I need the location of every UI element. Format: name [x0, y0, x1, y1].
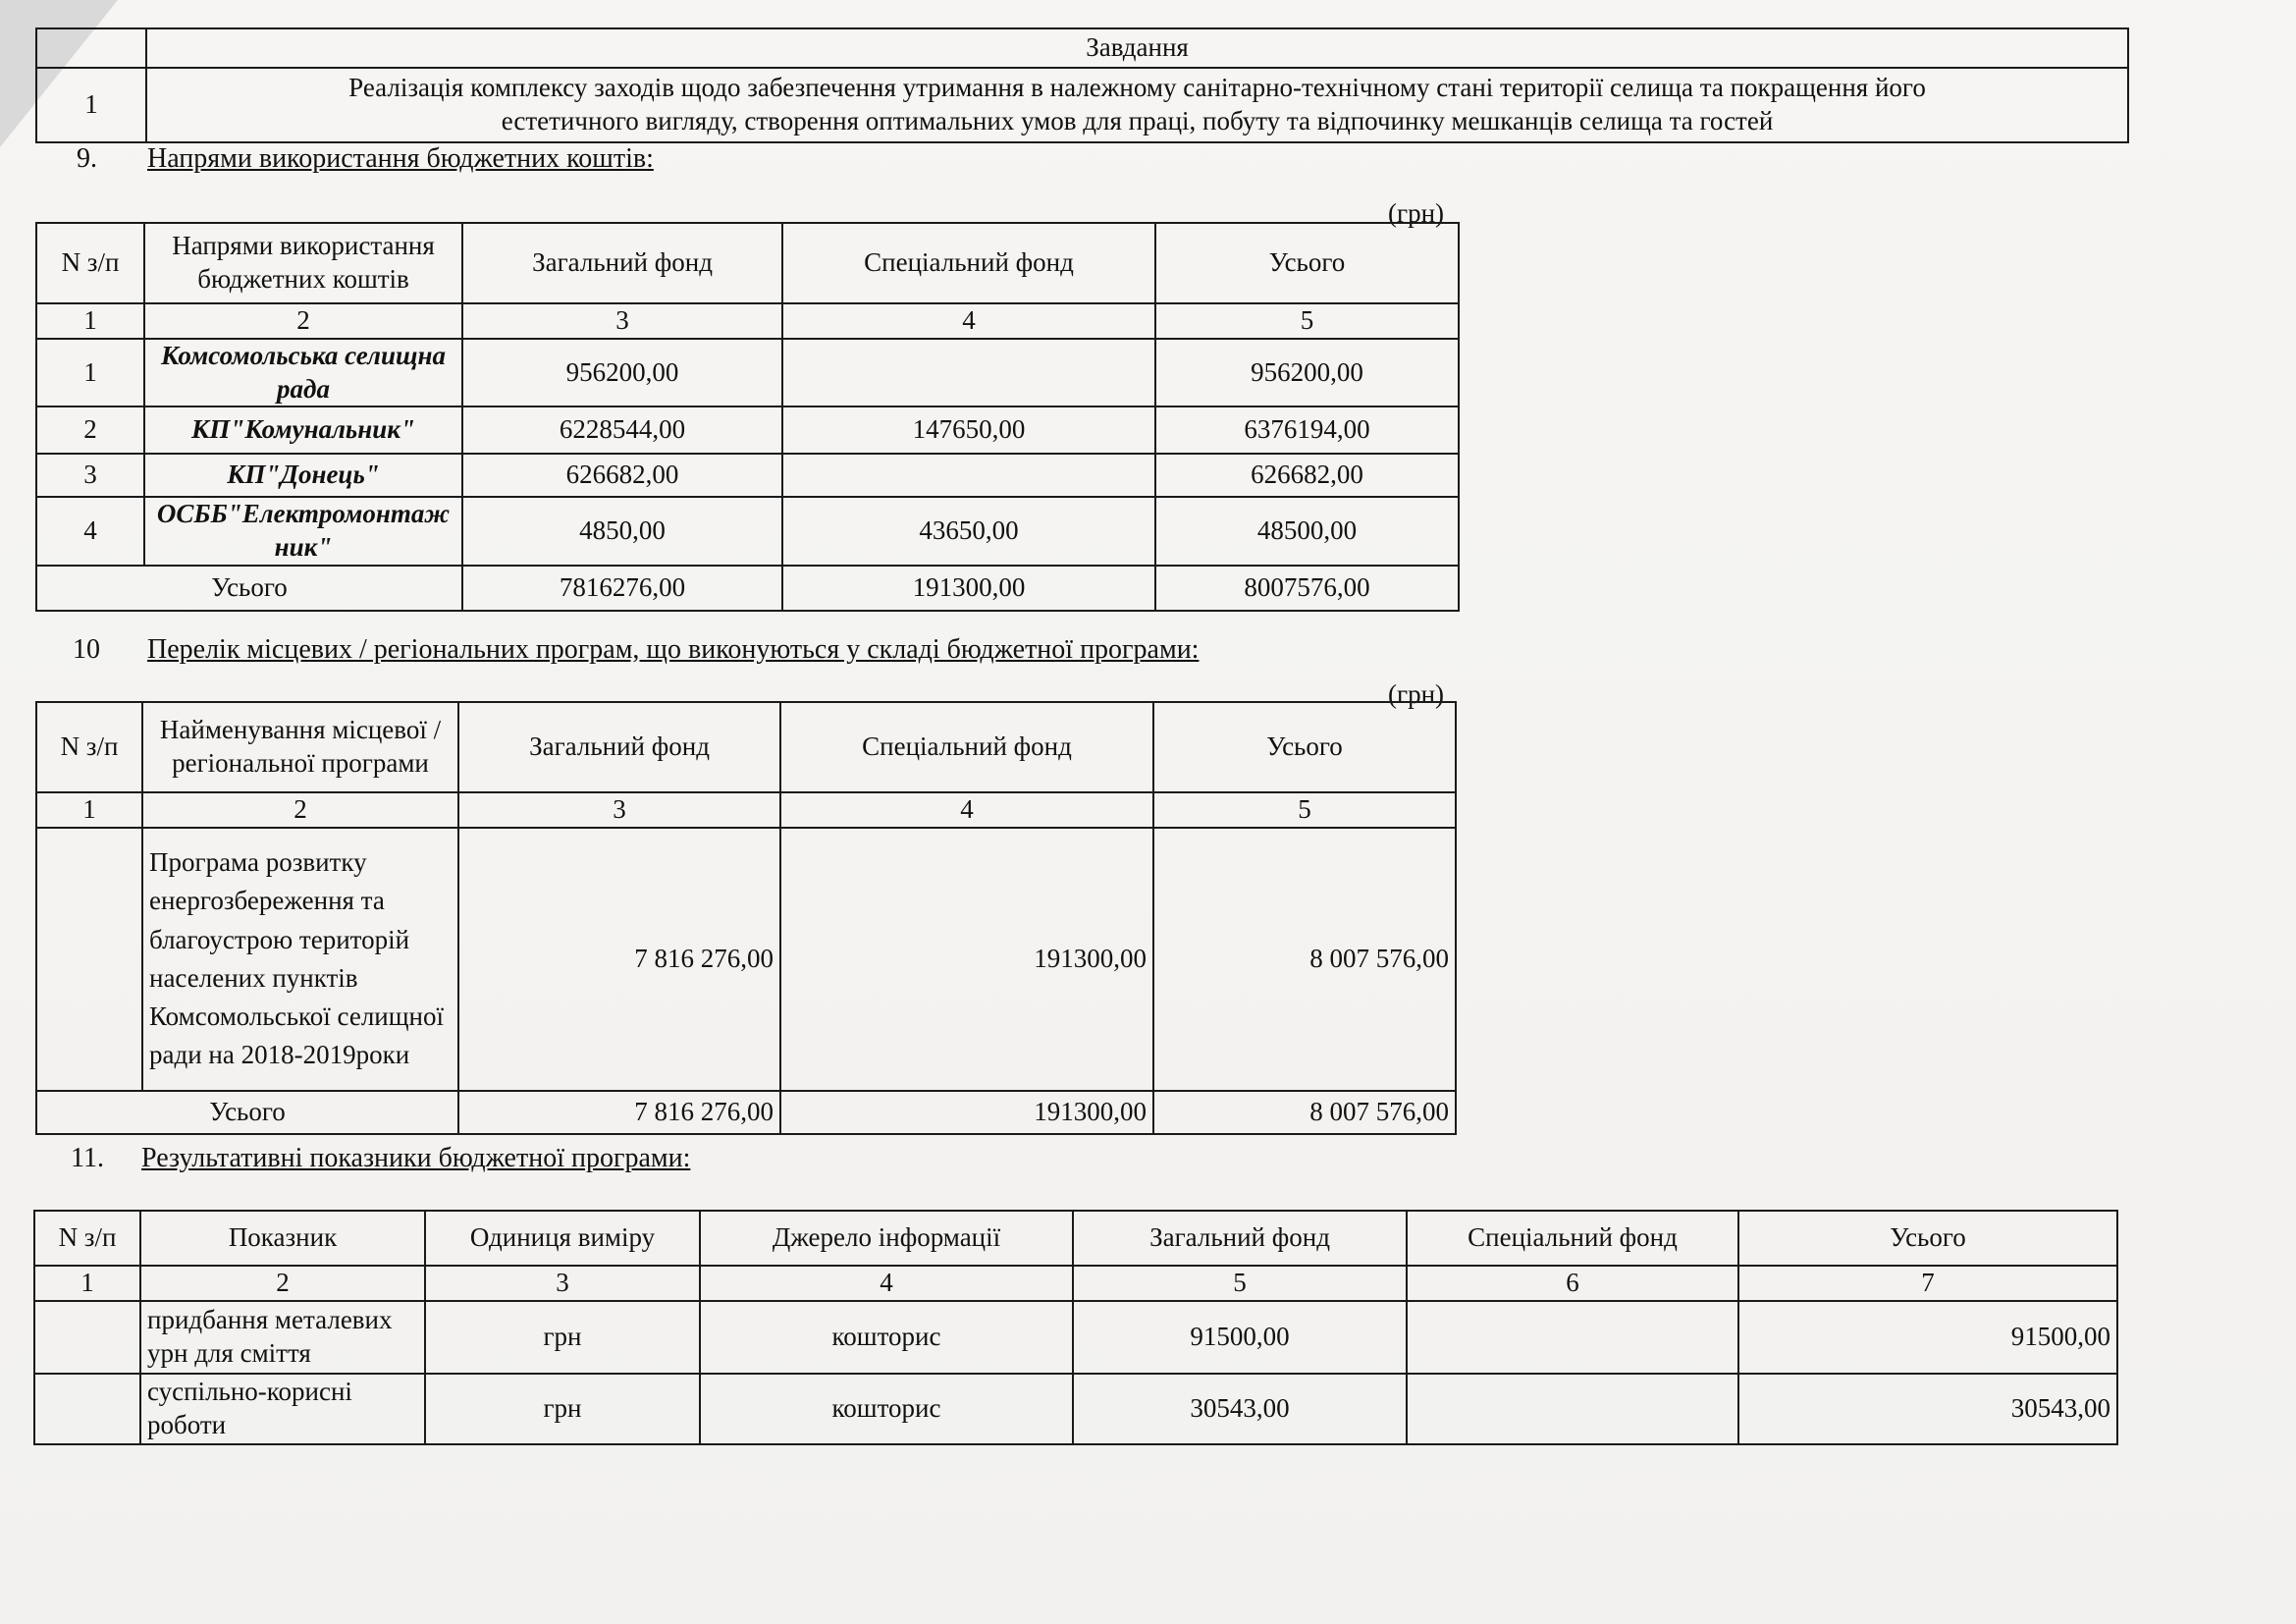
task-text-line1: Реалізація комплексу заходів щодо забезпечення утримання в належному санітарно-технічному стані території селища та покращення його — [348, 73, 1926, 103]
s11-col-total: Усього — [1738, 1211, 2117, 1266]
s10-col-general: Загальний фонд — [458, 702, 780, 792]
s10-col-total: Усього — [1153, 702, 1456, 792]
s9-col-special: Спеціальний фонд — [782, 223, 1155, 303]
s10-index: 3 — [458, 792, 780, 828]
s11-index: 6 — [1407, 1266, 1738, 1301]
table-row: 4 ОСББ"Електромонтажник" 4850,00 43650,00 48500,00 — [36, 497, 1459, 566]
s11-index: 2 — [140, 1266, 425, 1301]
section9-heading — [77, 143, 1255, 179]
s11-index: 5 — [1073, 1266, 1407, 1301]
section9-title: Напрями використання бюджетних коштів: — [147, 143, 654, 174]
section9-number: 9. — [77, 143, 97, 174]
section10-unit: (грн) — [1388, 679, 1445, 709]
task-header: Завдання — [146, 28, 2128, 68]
total-row: Усього 7816276,00 191300,00 8007576,00 — [36, 566, 1459, 611]
s10-index: 2 — [142, 792, 458, 828]
s10-index: 1 — [36, 792, 142, 828]
s11-col-general: Загальний фонд — [1073, 1211, 1407, 1266]
section11-number: 11. — [71, 1143, 104, 1173]
section9-table — [35, 222, 1460, 612]
s10-index: 5 — [1153, 792, 1456, 828]
s10-col-name: Найменування місцевої / регіональної програми — [142, 702, 458, 792]
section11-table — [33, 1210, 2118, 1445]
s9-index: 5 — [1155, 303, 1459, 339]
s9-col-general: Загальний фонд — [462, 223, 782, 303]
s9-index: 3 — [462, 303, 782, 339]
task-text-line2: естетичного вигляду, створення оптимальних умов для праці, побуту та відпочинку мешканців селища та гостей — [501, 106, 1774, 135]
table-row: 3 КП"Донець" 626682,00 626682,00 — [36, 454, 1459, 497]
total-row: Усього 7 816 276,00 191300,00 8 007 576,00 — [36, 1091, 1456, 1134]
s10-index: 4 — [780, 792, 1153, 828]
task-text — [146, 68, 2128, 142]
s10-col-special: Спеціальний фонд — [780, 702, 1153, 792]
s11-index: 3 — [425, 1266, 700, 1301]
s10-col-number: N з/п — [36, 702, 142, 792]
s11-col-source: Джерело інформації — [700, 1211, 1073, 1266]
table-row: суспільно-корисні роботи грн кошторис 30543,00 30543,00 — [34, 1374, 2117, 1444]
s9-index: 2 — [144, 303, 462, 339]
s11-col-special: Спеціальний фонд — [1407, 1211, 1738, 1266]
section10-number: 10 — [73, 634, 100, 665]
s11-col-unit: Одиниця виміру — [425, 1211, 700, 1266]
section10-title: Перелік місцевих / регіональних програм, що виконуються у складі бюджетної програми: — [147, 634, 1200, 665]
s11-col-indicator: Показник — [140, 1211, 425, 1266]
s11-index: 4 — [700, 1266, 1073, 1301]
table-row: 2 КП"Комунальник" 6228544,00 147650,00 6376194,00 — [36, 406, 1459, 454]
table-row: Програма розвитку енергозбереження та благоустрою територій населених пунктів Комсомольської селищної ради на 2018-2019роки 7 816 276,00 191300,00 8 007 576,00 — [36, 828, 1456, 1091]
s11-index: 7 — [1738, 1266, 2117, 1301]
s11-col-number: N з/п — [34, 1211, 140, 1266]
section10-heading — [73, 634, 1349, 670]
s9-index: 1 — [36, 303, 144, 339]
section11-heading — [71, 1143, 1052, 1178]
task-number: 1 — [36, 68, 146, 142]
section9-unit: (грн) — [1388, 198, 1445, 228]
s9-col-name: Напрями використання бюджетних коштів — [144, 223, 462, 303]
s11-index: 1 — [34, 1266, 140, 1301]
task-table — [35, 27, 2129, 143]
s9-col-total: Усього — [1155, 223, 1459, 303]
section11-title: Результативні показники бюджетної програми: — [141, 1143, 691, 1173]
table-row: придбання металевих урн для сміття грн кошторис 91500,00 91500,00 — [34, 1301, 2117, 1374]
s9-col-number: N з/п — [36, 223, 144, 303]
table-row: 1 Комсомольська селищна рада 956200,00 956200,00 — [36, 339, 1459, 407]
section10-table — [35, 701, 1457, 1135]
s9-index: 4 — [782, 303, 1155, 339]
